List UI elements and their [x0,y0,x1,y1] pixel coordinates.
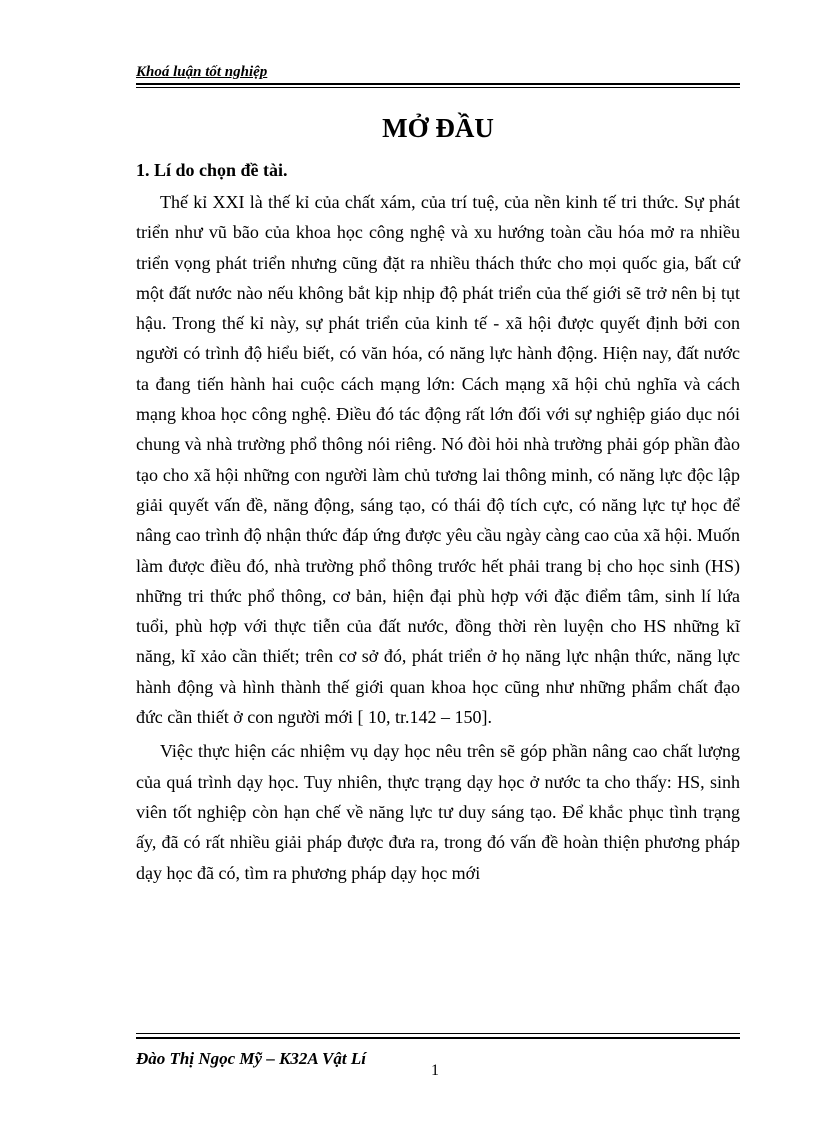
page-number: 1 [431,1062,439,1079]
paragraph-1: Thế kỉ XXI là thế kỉ của chất xám, của trí tuệ, của nền kinh tế tri thức. Sự phát triển như vũ bão của khoa học công nghệ và xu hướng toàn cầu hóa mở ra nhiều triển vọng phát triển nhưng cũng đặt ra nhiều thách thức cho mọi quốc gia, bất cứ một đất nước nào nếu không bắt kịp nhịp độ phát triển của thế giới sẽ trở nên bị tụt hậu. Trong thế kỉ này, sự phát triển của kinh tế - xã hội được quyết định bởi con người có trình độ hiểu biết, có văn hóa, có năng lực hành động. Hiện nay, đất nước ta đang tiến hành hai cuộc cách mạng lớn: Cách mạng xã hội chủ nghĩa và cách mạng khoa học công nghệ. Điều đó tác động rất lớn đối với sự nghiệp giáo dục nói chung và nhà trường phổ thông nói riêng. Nó đòi hỏi nhà trường phải góp phần đào tạo cho xã hội những con người làm chủ tương lai thông minh, có năng lực độc lập giải quyết vấn đề, năng động, sáng tạo, có thái độ tích cực, có năng lực tự học để nâng cao trình độ nhận thức đáp ứng được yêu cầu ngày càng cao của xã hội. Muốn làm được điều đó, nhà trường phổ thông trước hết phải trang bị cho học sinh (HS) những tri thức phổ thông, cơ bản, hiện đại phù hợp với đặc điểm tâm, sinh lí lứa tuổi, phù hợp với thực tiễn của đất nước, đồng thời rèn luyện cho HS những kĩ năng, kĩ xảo cần thiết; trên cơ sở đó, phát triển ở họ năng lực nhận thức, năng lực hành động và hình thành thế giới quan khoa học cũng như những phẩm chất đạo đức cần thiết ở con người mới [ 10, tr.142 – 150]. [136,192,740,728]
paragraph-2: Việc thực hiện các nhiệm vụ dạy học nêu trên sẽ góp phần nâng cao chất lượng của quá trình dạy học. Tuy nhiên, thực trạng dạy học ở nước ta cho thấy: HS, sinh viên tốt nghiệp còn hạn chế về năng lực tư duy sáng tạo. Để khắc phục tình trạng ấy, đã có rất nhiều giải pháp được đưa ra, trong đó vấn đề hoàn thiện phương pháp dạy học đã có, tìm ra phương pháp dạy học mới [136,741,740,883]
footer-rule-thin [136,1033,740,1034]
document-body [136,187,740,888]
header-rule-thin [136,87,740,88]
document-title: MỞ ĐẦU [382,113,494,143]
header-title: Khoá luận tốt nghiệp [136,64,268,80]
header-rule [136,83,740,85]
section-heading: 1. Lí do chọn đề tài. [136,160,288,180]
footer-rule [136,1037,740,1039]
footer-author: Đào Thị Ngọc Mỹ – K32A Vật Lí [136,1049,366,1068]
